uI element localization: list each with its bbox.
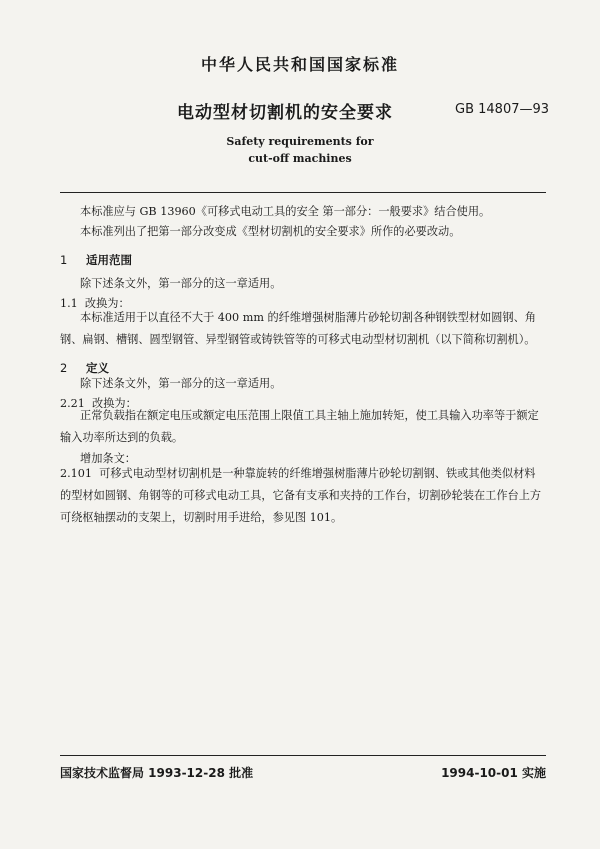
clause-2-101-number: 2.101	[60, 467, 93, 480]
effective-date: 1994-10-01 实施	[441, 766, 546, 780]
section-2-number: 2	[60, 361, 68, 375]
additional-clauses-label: 增加条文：	[80, 452, 136, 465]
english-title	[0, 133, 600, 167]
clause-2-101	[60, 463, 546, 529]
section-1-paragraph: 除下述条文外，第一部分的这一章适用。	[80, 277, 282, 290]
english-title-line2: cut-off machines	[248, 152, 352, 165]
document-title: 电动型材切割机的安全要求	[177, 103, 393, 123]
section-2-paragraph: 除下述条文外，第一部分的这一章适用。	[80, 377, 282, 390]
clause-2-101-body: 可移式电动型材切割机是一种靠旋转的纤维增强树脂薄片砂轮切割钢、铁或其他类似材料的型材如圆钢、角钢等的可移式电动工具，它备有支承和夹持的工作台，切割砂轮装在工作台上方可绕枢轴摆动的支架上，切割时用手进给，参见图 101。	[60, 467, 542, 524]
english-title-line1: Safety requirements for	[226, 135, 374, 148]
bottom-divider	[60, 755, 546, 756]
section-1-number: 1	[60, 253, 68, 267]
clause-2-21-body: 正常负载指在额定电压或额定电压范围上限值工具主轴上施加转矩，使工具输入功率等于额定输入功率所达到的负载。	[60, 409, 539, 444]
clause-1-1-number: 1.1	[60, 297, 78, 310]
clause-2-21-number: 2.21	[60, 397, 85, 410]
clause-1-1-body: 本标准适用于以直径不大于 400 mm 的纤维增强树脂薄片砂轮切割各种钢铁型材如圆钢、角钢、扁钢、槽钢、圆型钢管、异型钢管或铸铁管等的可移式电动型材切割机（以下简称切割机）。	[60, 311, 536, 346]
national-standard-heading: 中华人民共和国国家标准	[200, 55, 399, 74]
section-1-heading	[60, 252, 132, 268]
approval-date: 国家技术监督局 1993-12-28 批准	[60, 766, 254, 780]
clause-1-1-label: 改换为：	[84, 297, 130, 310]
intro-line-2: 本标准列出了把第一部分改变成《型材切割机的安全要求》所作的必要改动。	[80, 225, 461, 238]
intro-line-1: 本标准应与 GB 13960《可移式电动工具的安全 第一部分：一般要求》结合使用。	[80, 205, 491, 218]
standard-number: GB 14807—93	[455, 102, 550, 117]
top-divider	[60, 192, 546, 193]
section-1-title: 适用范围	[86, 253, 132, 267]
clause-2-21-label: 改换为：	[92, 397, 137, 410]
section-2-title: 定义	[86, 361, 109, 375]
